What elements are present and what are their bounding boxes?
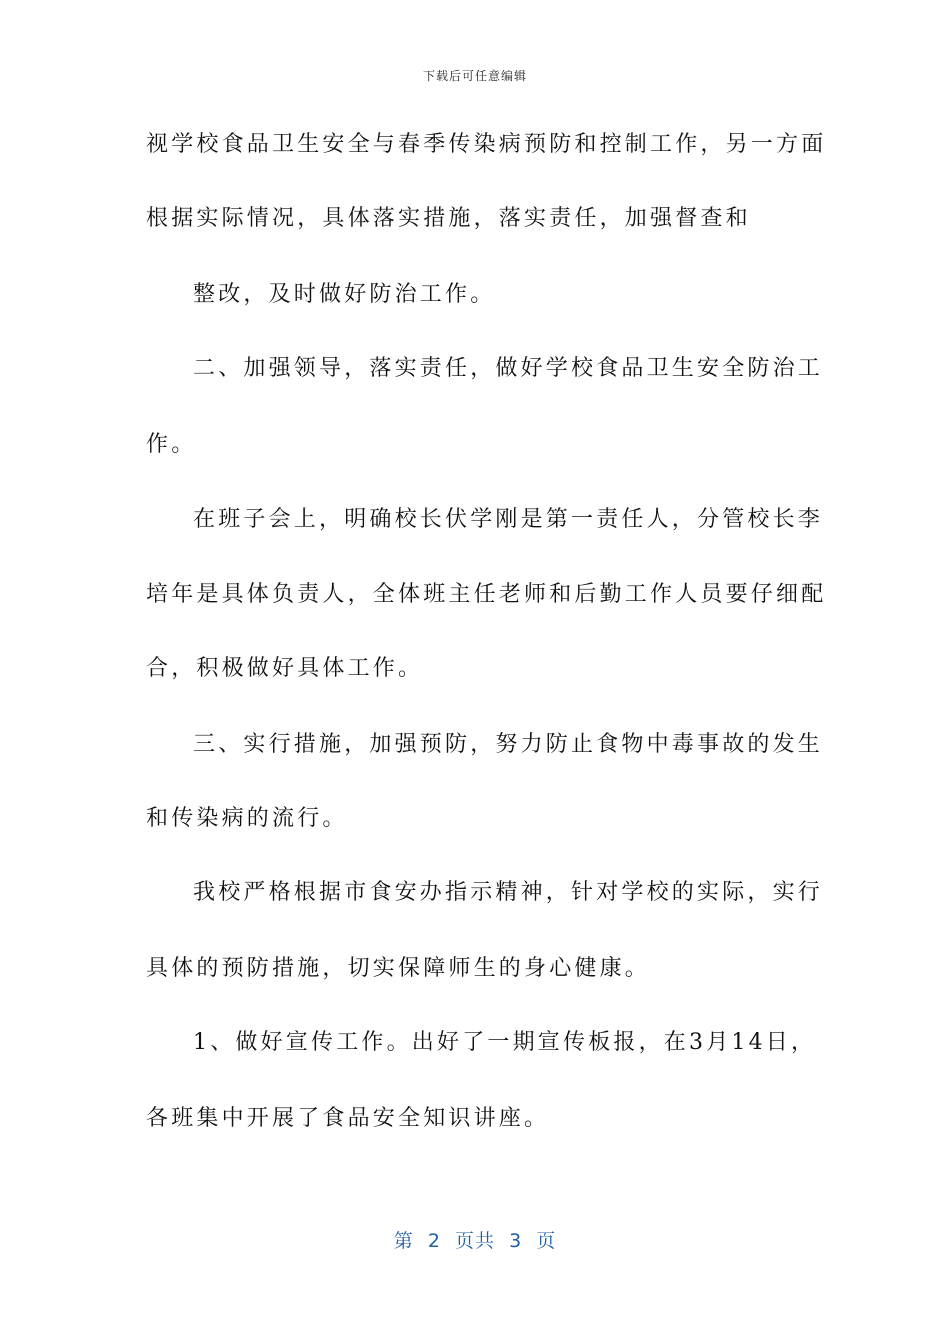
body-line-11: 我校严格根据市食安办指示精神，针对学校的实际，实行 bbox=[193, 880, 824, 905]
body-line-8: 合，积极做好具体工作。 bbox=[146, 656, 424, 681]
body-line-5: 作。 bbox=[146, 432, 197, 457]
body-line-10: 和传染病的流行。 bbox=[146, 806, 348, 831]
body-line-14: 各班集中开展了食品安全知识讲座。 bbox=[146, 1106, 550, 1131]
list-item-1: 1、做好宣传工作。出好了一期宣传板报，在3月14日， bbox=[193, 1030, 817, 1055]
body-line-12: 具体的预防措施，切实保障师生的身心健康。 bbox=[146, 956, 651, 981]
section-heading-2: 二、加强领导，落实责任，做好学校食品卫生安全防治工 bbox=[193, 356, 824, 381]
section-heading-3: 三、实行措施，加强预防，努力防止食物中毒事故的发生 bbox=[193, 732, 824, 757]
body-line-7: 培年是具体负责人，全体班主任老师和后勤工作人员要仔细配 bbox=[146, 582, 827, 607]
page-header-note: 下载后可任意编辑 bbox=[422, 69, 527, 83]
body-line-6: 在班子会上，明确校长伏学刚是第一责任人，分管校长李 bbox=[193, 507, 824, 532]
page-number-footer: 第 2 页共 3 页 bbox=[393, 1230, 557, 1252]
body-line-3: 整改，及时做好防治工作。 bbox=[193, 282, 496, 307]
body-line-1: 视学校食品卫生安全与春季传染病预防和控制工作，另一方面 bbox=[146, 132, 827, 157]
body-line-2: 根据实际情况，具体落实措施，落实责任，加强督查和 bbox=[146, 206, 751, 231]
